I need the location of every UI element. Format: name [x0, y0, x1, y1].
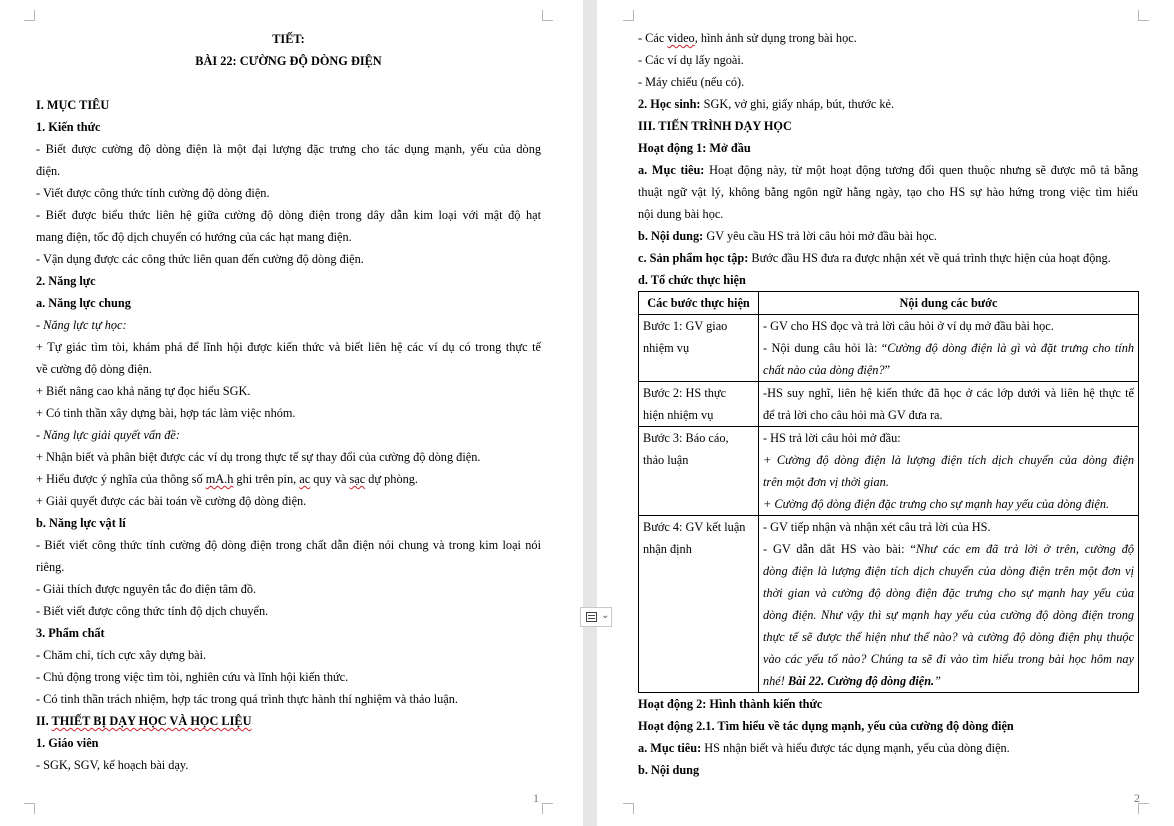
paragraph-line: - Năng lực tự học: — [36, 318, 127, 332]
cell-line: - GV tiếp nhận và nhận xét câu trả lời của HS. — [763, 520, 991, 534]
cell-line: Bước 3: Báo cáo, — [643, 431, 729, 445]
text-run: , hình ảnh sử dụng trong bài học. — [694, 31, 857, 45]
lesson-title: BÀI 22: CƯỜNG ĐỘ DÒNG ĐIỆN — [195, 54, 382, 68]
paragraph-line: - Vận dụng được các công thức liên quan đến cường độ dòng điện. — [36, 252, 364, 266]
table-header-cell: Các bước thực hiện — [639, 292, 759, 315]
subsection-heading: 3. Phẩm chất — [36, 626, 105, 640]
cell-line: nhiệm vụ — [643, 341, 690, 355]
paragraph-line — [638, 159, 1138, 181]
text-run: - Các — [638, 31, 668, 45]
margin-corner-mark — [1138, 10, 1149, 21]
margin-corner-mark — [542, 10, 553, 21]
layout-options-button[interactable] — [580, 607, 612, 627]
blank-line — [36, 72, 541, 94]
cell-line: - GV cho HS đọc và trả lời câu hỏi ở ví dụ mở đầu bài học. — [763, 319, 1054, 333]
cell-line — [763, 337, 1134, 359]
paragraph-line — [638, 247, 1138, 269]
cell-line: thực tế sẽ được thể hiện như thế nào? và cường độ dòng điện phụ thuộc — [763, 630, 1134, 644]
margin-corner-mark — [24, 10, 35, 21]
cell-line: hiện nhiệm vụ — [643, 408, 714, 422]
cell-line: - HS trả lời câu hỏi mở đầu: — [763, 431, 901, 445]
subsection-heading: 1. Kiến thức — [36, 120, 101, 134]
paragraph-line: + Có tinh thần xây dựng bài, hợp tác làm việc nhóm. — [36, 406, 296, 420]
paragraph-line: - Máy chiếu (nếu có). — [638, 75, 745, 89]
step-content-cell — [759, 315, 1139, 382]
step-content-cell — [759, 427, 1139, 516]
cell-line: nhận định — [643, 542, 692, 556]
page-number: 1 — [533, 791, 539, 805]
table-row — [639, 427, 1139, 516]
step-content-cell — [759, 382, 1139, 427]
paragraph-line: - SGK, SGV, kế hoạch bài dạy. — [36, 758, 189, 772]
text-run: chất nào của dòng điện? — [763, 363, 885, 377]
paragraph-line — [638, 27, 1138, 49]
table-row — [639, 315, 1139, 382]
paragraph-line: riêng. — [36, 560, 65, 574]
paragraph-line: - Chăm chỉ, tích cực xây dựng bài. — [36, 648, 207, 662]
text-run: ” — [884, 363, 891, 377]
table-header-cell: Nội dung các bước — [759, 292, 1139, 315]
paragraph-line — [638, 225, 1138, 247]
section-heading — [36, 710, 541, 732]
margin-corner-mark — [623, 10, 634, 21]
step-label-cell — [639, 427, 759, 516]
cell-line: dòng điện. Như vậy thì sự mạnh hay yếu của cường độ dòng điện trong — [763, 608, 1134, 622]
paragraph-line: + Nhận biết và phân biệt được các ví dụ trong thực tế sự thay đổi của cường độ dòng điện. — [36, 450, 481, 464]
text-run: nhé! — [763, 674, 788, 688]
paragraph-line: thuật ngữ vật lý, không bằng ngôn ngữ hằng ngày, tạo cho HS sự hào hứng trong việc tìm hiểu — [638, 185, 1138, 199]
paragraph-line: - Chủ động trong việc tìm tòi, nghiên cứu và lĩnh hội kiến thức. — [36, 670, 349, 684]
text-run: II. — [36, 714, 52, 728]
text-run: SGK, vở ghi, giấy nháp, bút, thước kẻ. — [700, 97, 895, 111]
chevron-down-icon: ⌄ — [601, 610, 610, 621]
cell-line: vào các yếu tố nào? Chúng ta sẽ đi vào tìm hiểu trong bài học hôm nay — [763, 652, 1134, 666]
subsection-heading: a. Năng lực chung — [36, 296, 131, 310]
cell-line — [763, 359, 1134, 381]
spelling-flagged-word[interactable]: ac — [299, 472, 311, 486]
step-content-cell — [759, 516, 1139, 693]
text-run: quy và — [310, 472, 350, 486]
inline-label: b. Nội dung: — [638, 229, 704, 243]
lesson-period-title: TIẾT: — [272, 32, 305, 46]
paragraph-line: - Giải thích được nguyên tắc đo điện tâm đồ. — [36, 582, 257, 596]
cell-line — [763, 538, 1134, 560]
activity-heading: Hoạt động 2: Hình thành kiến thức — [638, 697, 823, 711]
document-page-1 — [0, 0, 583, 826]
table-row — [639, 382, 1139, 427]
spelling-flagged-word[interactable]: THIẾT BỊ DẠY HỌC VÀ HỌC LIỆU — [51, 714, 252, 728]
step-label-cell — [639, 315, 759, 382]
cell-line: + Cường độ dòng điện là lượng điện tích dịch chuyển của dòng điện — [763, 453, 1134, 467]
paragraph-line: + Giải quyết được các bài toán về cường độ dòng điện. — [36, 494, 307, 508]
step-label-cell — [639, 382, 759, 427]
margin-corner-mark — [24, 803, 35, 814]
cell-line: -HS suy nghĩ, liên hệ kiến thức đã học ở các lớp dưới và liên hệ thực tế — [763, 386, 1134, 400]
spelling-flagged-word[interactable]: sạc — [349, 472, 366, 486]
margin-corner-mark — [623, 803, 634, 814]
paragraph-line: - Năng lực giải quyết vấn đề: — [36, 428, 180, 442]
cell-line: thời gian và cường độ dòng điện đặc trưng cho sự mạnh hay yếu của — [763, 586, 1134, 600]
paragraph-line: - Biết được cường độ dòng điện là một đại lượng đặc trưng cho tác dụng mạnh, yếu của dòng — [36, 142, 541, 156]
text-run: - Nội dung câu hỏi là: “ — [763, 341, 888, 355]
table-row — [639, 516, 1139, 693]
text-run: Bài 22. Cường độ dòng điện. — [787, 674, 935, 688]
text-run: - GV dẫn dắt HS vào bài: “ — [763, 542, 916, 556]
subsection-heading: d. Tổ chức thực hiện — [638, 273, 746, 287]
cell-line — [763, 670, 1134, 692]
paragraph-line: - Biết được biểu thức liên hệ giữa cường độ dòng điện trong dây dẫn kim loại với mật độ hạt — [36, 208, 541, 222]
subsection-heading: b. Năng lực vật lí — [36, 516, 126, 530]
paragraph-line: - Biết viết công thức tính cường độ dòng điện trong chất dẫn điện nói chung và trong kim loại nói — [36, 538, 541, 552]
paragraph-line: về cường độ dòng điện. — [36, 362, 152, 376]
activity-heading: Hoạt động 1: Mở đầu — [638, 141, 751, 155]
text-run: Cường độ dòng điện là gì và đặt trưng cho tính — [887, 341, 1134, 355]
inline-label: a. Mục tiêu: — [638, 163, 705, 177]
subsection-heading: 1. Giáo viên — [36, 736, 99, 750]
text-run: HS nhận biết và hiểu được tác dụng mạnh, yếu của dòng điện. — [701, 741, 1010, 755]
text-run: + Hiểu được ý nghĩa của thông số — [36, 472, 206, 486]
text-run: ghi trên pin, — [233, 472, 300, 486]
document-page-2 — [597, 0, 1174, 826]
text-run: Bước đầu HS đưa ra được nhận xét về quá trình thực hiện của hoạt động. — [748, 251, 1111, 265]
page-1-body[interactable] — [36, 28, 541, 776]
cell-line: Bước 1: GV giao — [643, 319, 728, 333]
cell-line: thảo luận — [643, 453, 689, 467]
text-run: dự phòng. — [365, 472, 418, 486]
subsection-heading: 2. Năng lực — [36, 274, 96, 288]
text-run: Hoạt động này, từ một hoạt động tương đối quen thuộc nhưng sẽ được mô tả bằng — [704, 163, 1138, 177]
inline-label: 2. Học sinh: — [638, 97, 701, 111]
paragraph-line: mang điện, tốc độ dịch chuyển có hướng của các hạt mang điện. — [36, 230, 352, 244]
paragraph-line: điện. — [36, 164, 61, 178]
activity-heading: Hoạt động 2.1. Tìm hiểu về tác dụng mạnh, yếu của cường độ dòng điện — [638, 719, 1014, 733]
text-run: ” — [934, 674, 941, 688]
spelling-flagged-word[interactable]: mA.h — [205, 472, 234, 486]
paragraph-line — [638, 93, 1138, 115]
paragraph-line: + Biết nâng cao khả năng tự đọc hiểu SGK. — [36, 384, 251, 398]
subsection-heading: b. Nội dung — [638, 763, 700, 777]
page-2-body[interactable] — [638, 27, 1138, 781]
paragraph-line: - Biết viết được công thức tính độ dịch chuyển. — [36, 604, 269, 618]
section-heading: I. MỤC TIÊU — [36, 98, 110, 112]
text-run: GV yêu cầu HS trả lời câu hỏi mở đầu bài học. — [703, 229, 938, 243]
margin-corner-mark — [542, 803, 553, 814]
paragraph-line — [36, 468, 541, 490]
paragraph-line: - Viết được công thức tính cường độ dòng điện. — [36, 186, 270, 200]
inline-label: c. Sản phẩm học tập: — [638, 251, 749, 265]
paragraph-line — [638, 737, 1138, 759]
paragraph-line: - Có tinh thần trách nhiệm, hợp tác trong quá trình thực hành thí nghiệm và thảo luận. — [36, 692, 458, 706]
paragraph-line: nội dung bài học. — [638, 207, 724, 221]
section-heading: III. TIẾN TRÌNH DẠY HỌC — [638, 119, 792, 133]
cell-line: + Cường độ dòng điện đặc trưng cho sự mạnh hay yếu của dòng điện. — [763, 497, 1110, 511]
layout-options-icon — [586, 612, 597, 622]
inline-label: a. Mục tiêu: — [638, 741, 702, 755]
cell-line: để trả lời cho câu hỏi mà GV đưa ra. — [763, 408, 943, 422]
steps-table[interactable] — [638, 291, 1139, 693]
cell-line: Bước 4: GV kết luận — [643, 520, 746, 534]
paragraph-line: + Tự giác tìm tòi, khám phá để lĩnh hội được kiến thức và biết liên hệ các ví dụ có trong thực tế — [36, 340, 541, 354]
table-header-row — [639, 292, 1139, 315]
cell-line: dòng điện là lượng điện tích dịch chuyển của dòng điện trên một đơn vị — [763, 564, 1134, 578]
cell-line: Bước 2: HS thực — [643, 386, 727, 400]
step-label-cell — [639, 516, 759, 693]
text-run: Như các em đã trả lời ở trên, cường độ — [915, 542, 1134, 556]
cell-line: trên một đơn vị thời gian. — [763, 475, 889, 489]
page-number: 2 — [1134, 791, 1140, 805]
paragraph-line: - Các ví dụ lấy ngoài. — [638, 53, 744, 67]
spelling-flagged-word[interactable]: video — [667, 31, 695, 45]
